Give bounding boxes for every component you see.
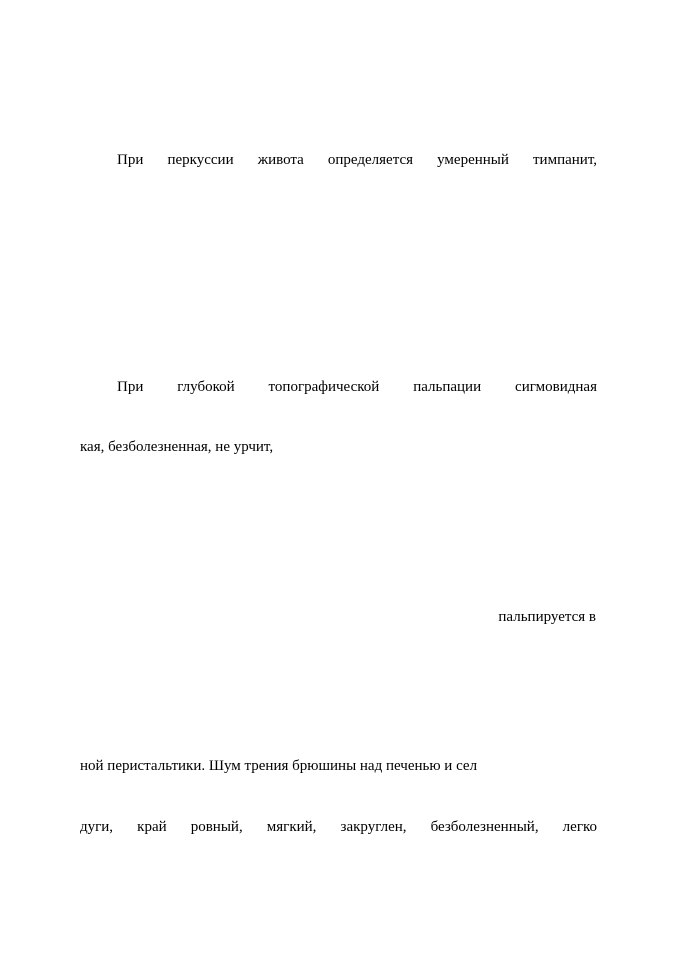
text-line-palpated: пальпируется в: [498, 609, 596, 625]
text-line-palpation: При глубокой топографической пальпации сигмовидная: [117, 379, 597, 395]
text-line-sigmoid-description: кая, безболезненная, не урчит,: [80, 439, 274, 455]
text-line-liver-edge: дуги, край ровный, мягкий, закруглен, безболезненный, легко: [80, 819, 597, 835]
text-line-peristalsis: ной перистальтики. Шум трения брюшины над печенью и сел: [80, 758, 478, 774]
text-line-percussion: При перкуссии живота определяется умеренный тимпанит,: [117, 152, 597, 168]
